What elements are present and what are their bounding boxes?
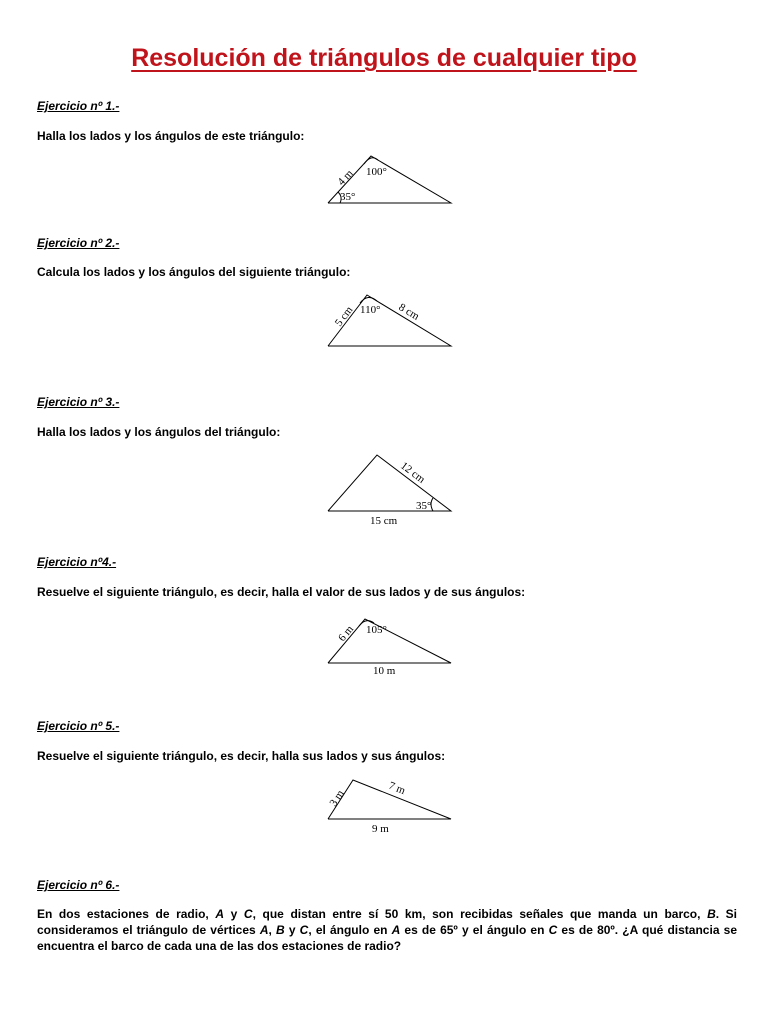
exercise-4-heading: Ejercicio nº4.- <box>37 555 117 569</box>
exercise-6-text: , que distan entre sí 50 km, son recibidas señales que manda un barco, <box>252 907 708 921</box>
vertex-b: B <box>707 907 716 921</box>
triangle-5-base-label: 9 m <box>372 823 389 835</box>
triangle-1-top-angle-arc <box>364 158 378 164</box>
exercise-5-heading: Ejercicio nº 5.- <box>37 719 120 733</box>
exercise-3-statement: Halla los lados y los ángulos del triángulo: <box>37 425 281 439</box>
vertex-c: C <box>548 923 558 937</box>
triangle-2-top-angle-arc <box>360 297 377 303</box>
exercise-2-statement: Calcula los lados y los ángulos del siguiente triángulo: <box>37 265 351 279</box>
triangle-1-side-label: 4 m <box>335 167 356 189</box>
exercise-4-statement: Resuelve el siguiente triángulo, es decir, halla el valor de sus lados y de sus ángulos: <box>37 585 526 599</box>
exercise-6-text: , <box>268 923 276 937</box>
triangle-4-left-side-label: 6 m <box>336 623 357 644</box>
triangle-figure-3 <box>310 450 460 530</box>
triangle-figure-1 <box>310 150 460 210</box>
vertex-a: A <box>259 923 269 937</box>
exercise-6-text: es de 65º y el ángulo en <box>400 923 549 937</box>
triangle-4-top-angle-label: 105° <box>366 624 387 636</box>
triangle-4-base-label: 10 m <box>373 665 396 677</box>
exercise-6-statement <box>37 906 737 954</box>
vertex-a: A <box>391 923 401 937</box>
exercise-5-statement: Resuelve el siguiente triángulo, es decir, halla sus lados y sus ángulos: <box>37 749 446 763</box>
triangle-figure-4 <box>310 612 460 682</box>
triangle-5-left-side-label: 3 m <box>327 787 347 809</box>
exercise-6-text: . Si consideramos el triángulo de vértices <box>37 907 738 937</box>
vertex-a: A <box>215 907 225 921</box>
vertex-b: B <box>276 923 285 937</box>
triangle-3-base-label: 15 cm <box>370 515 398 527</box>
exercise-1-statement: Halla los lados y los ángulos de este triángulo: <box>37 129 305 143</box>
exercise-6-heading: Ejercicio nº 6.- <box>37 878 120 892</box>
vertex-c: C <box>299 923 309 937</box>
triangle-3-outline <box>328 455 451 511</box>
exercise-6-text: es de 80º. ¿A qué distancia se encuentra el barco de cada una de las dos estaciones de radio? <box>37 923 737 953</box>
exercise-6-text: En dos estaciones de radio, <box>37 907 216 921</box>
exercise-6-text: y <box>224 907 244 921</box>
exercise-1-heading: Ejercicio nº 1.- <box>37 99 120 113</box>
triangle-1-top-angle-label: 100° <box>366 166 387 178</box>
triangle-3-right-angle-label: 35° <box>416 500 432 512</box>
vertex-c: C <box>243 907 253 921</box>
triangle-2-top-angle-label: 110° <box>360 304 381 316</box>
triangle-3-right-side-label: 12 cm <box>398 459 428 486</box>
triangle-2-right-side-label: 8 cm <box>396 301 422 323</box>
page-title: Resolución de triángulos de cualquier tipo <box>131 44 637 72</box>
triangle-2-left-side-label: 5 cm <box>332 304 356 329</box>
exercise-2-heading: Ejercicio nº 2.- <box>37 236 120 250</box>
triangle-5-right-side-label: 7 m <box>386 779 407 798</box>
exercise-6-text: , el ángulo en <box>308 923 392 937</box>
exercise-3-heading: Ejercicio nº 3.- <box>37 395 120 409</box>
triangle-figure-5 <box>310 776 460 840</box>
exercise-6-text: y <box>284 923 300 937</box>
triangle-1-left-angle-label: 35° <box>340 191 356 203</box>
triangle-figure-2 <box>310 288 460 350</box>
